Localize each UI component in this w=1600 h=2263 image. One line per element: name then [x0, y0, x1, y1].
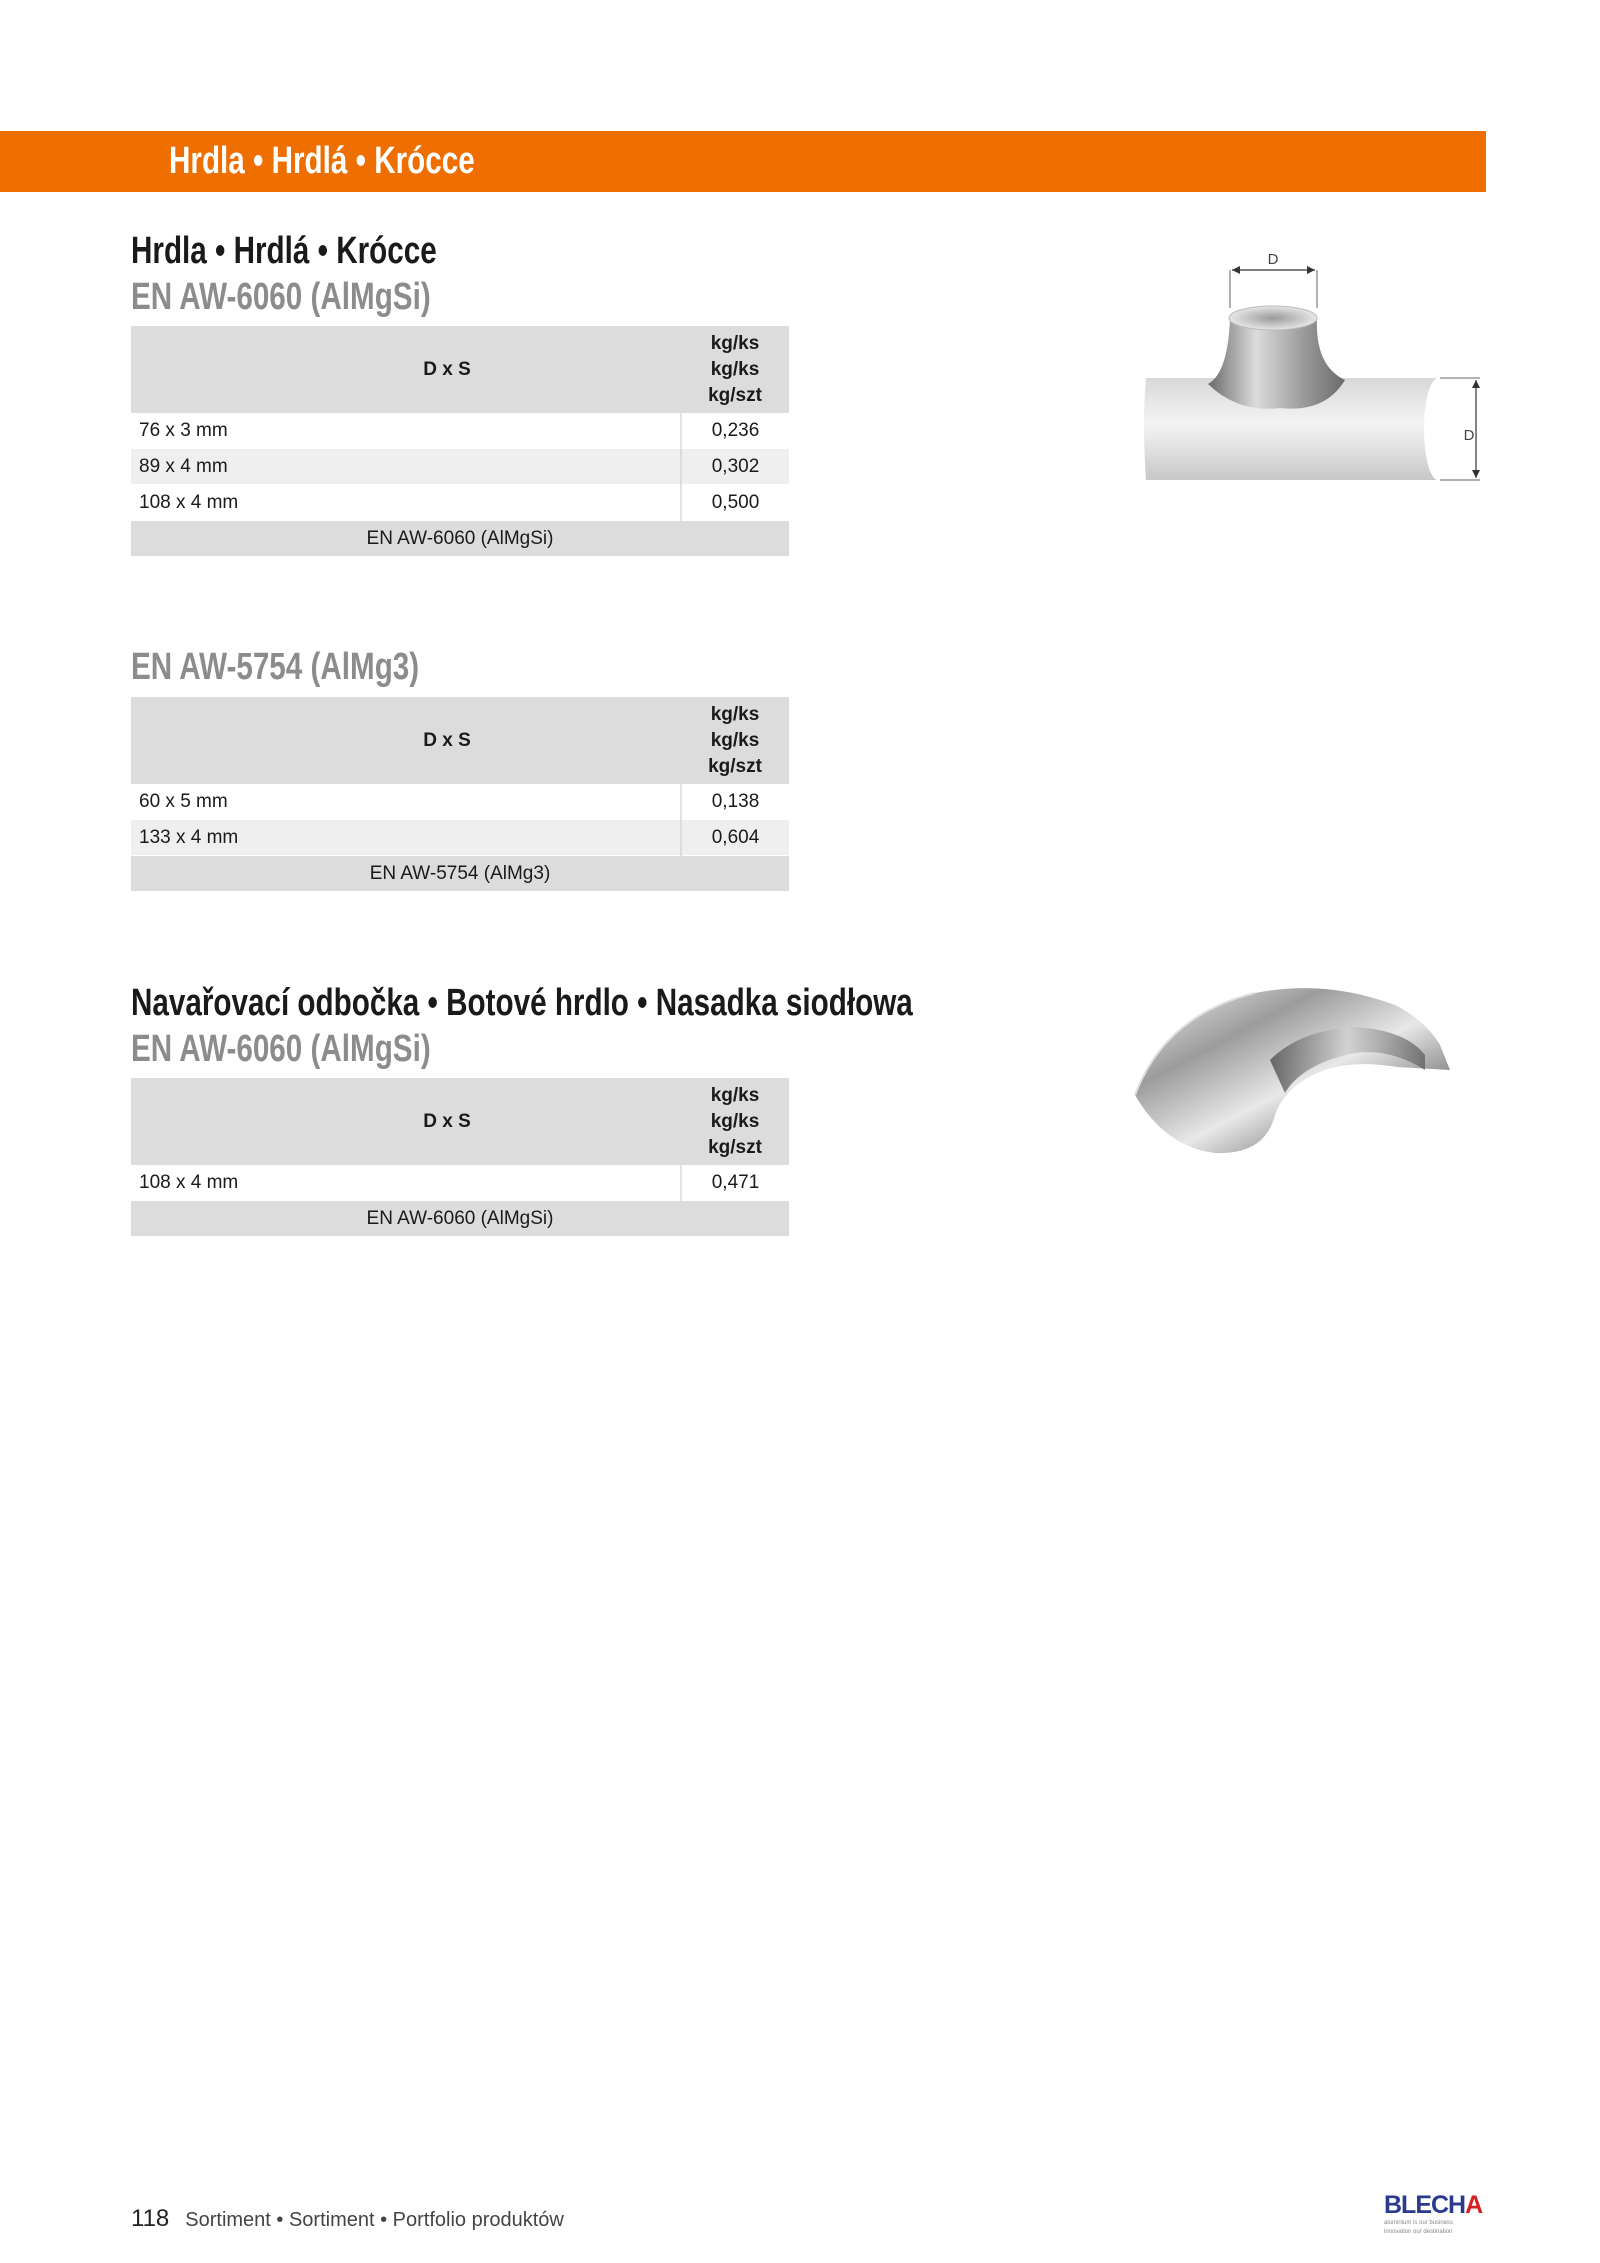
logo-tagline-1: aluminium is our business	[1384, 2220, 1454, 2226]
column-header-weight: kg/ks kg/ks kg/szt	[681, 326, 789, 413]
banner-title: Hrdla • Hrdlá • Krócce	[169, 140, 475, 182]
page-footer	[131, 2205, 564, 2233]
table-row	[131, 449, 789, 485]
section-3-title: Navařovací odbočka • Botové hrdlo • Nasadka siodłowa	[131, 982, 913, 1024]
section-2-subtitle: EN AW-5754 (AlMg3)	[131, 646, 420, 688]
logo-wordmark: BLECHA	[1384, 2191, 1483, 2219]
row-size: 108 x 4 mm	[131, 1165, 681, 1201]
row-size: 60 x 5 mm	[131, 784, 681, 820]
table-footer: EN AW-5754 (AlMg3)	[131, 856, 789, 892]
row-weight: 0,302	[681, 449, 789, 485]
table-row	[131, 784, 789, 820]
row-size: 76 x 3 mm	[131, 413, 681, 449]
row-size: 108 x 4 mm	[131, 485, 681, 521]
row-size: 89 x 4 mm	[131, 449, 681, 485]
logo-tagline-2: innovation our destination	[1384, 2229, 1453, 2235]
spec-table-2	[131, 697, 789, 892]
table-row	[131, 1165, 789, 1201]
column-header-dimension: D x S	[131, 1078, 681, 1165]
table-row	[131, 485, 789, 521]
table-row	[131, 820, 789, 856]
spec-table-3	[131, 1078, 789, 1237]
page-number: 118	[131, 2205, 170, 2232]
section-3-subtitle: EN AW-6060 (AlMgSi)	[131, 1028, 431, 1070]
dimension-label-side: D	[1463, 427, 1475, 444]
footer-text: Sortiment • Sortiment • Portfolio produktów	[185, 2209, 564, 2231]
row-size: 133 x 4 mm	[131, 820, 681, 856]
table-row	[131, 413, 789, 449]
saddle-fitting-image	[1125, 975, 1485, 1175]
row-weight: 0,500	[681, 485, 789, 521]
row-weight: 0,604	[681, 820, 789, 856]
column-header-dimension: D x S	[131, 697, 681, 784]
section-1-subtitle: EN AW-6060 (AlMgSi)	[131, 276, 431, 318]
section-1-title: Hrdla • Hrdlá • Krócce	[131, 230, 437, 272]
column-header-weight: kg/ks kg/ks kg/szt	[681, 1078, 789, 1165]
row-weight: 0,471	[681, 1165, 789, 1201]
dimension-label-top: D	[1267, 251, 1279, 268]
spec-table-1	[131, 326, 789, 557]
column-header-dimension: D x S	[131, 326, 681, 413]
row-weight: 0,236	[681, 413, 789, 449]
blecha-logo	[1384, 2193, 1488, 2233]
column-header-weight: kg/ks kg/ks kg/szt	[681, 697, 789, 784]
tee-fitting-image	[1120, 248, 1490, 508]
table-footer: EN AW-6060 (AlMgSi)	[131, 1201, 789, 1237]
row-weight: 0,138	[681, 784, 789, 820]
table-footer: EN AW-6060 (AlMgSi)	[131, 521, 789, 557]
